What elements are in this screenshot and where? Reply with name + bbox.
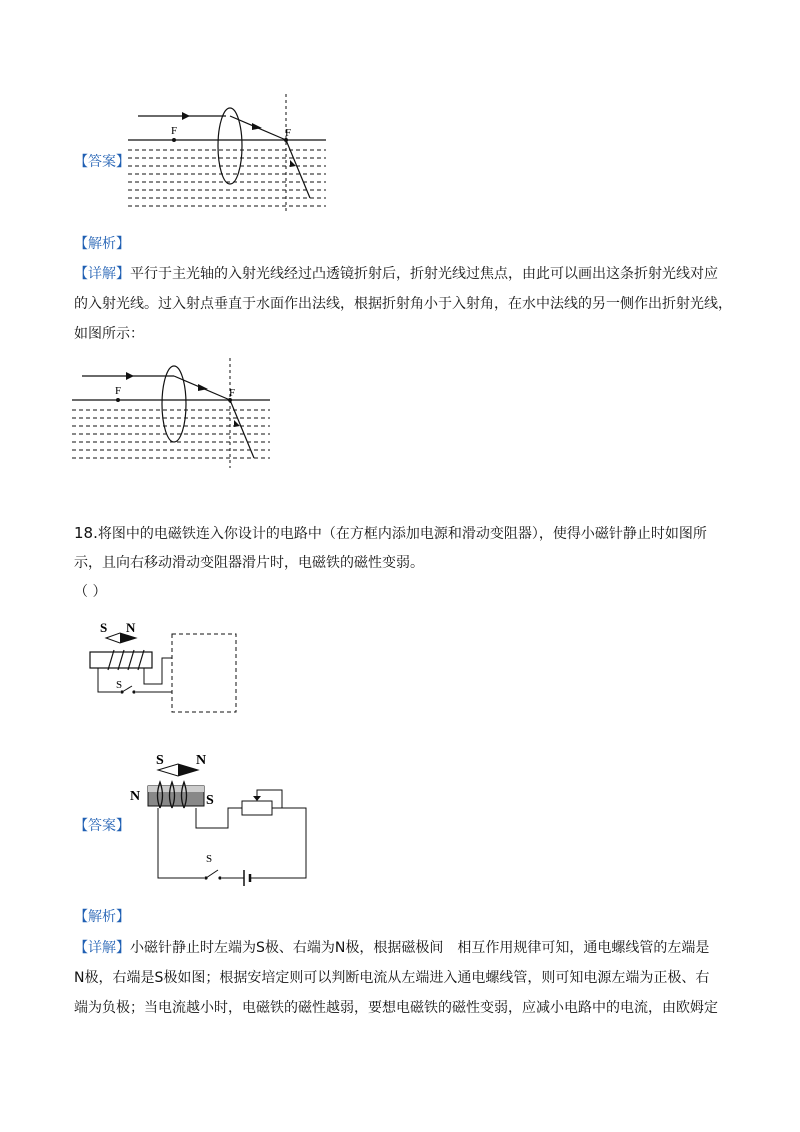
needle-n-label: N	[126, 620, 136, 635]
refraction-explanation-figure	[70, 358, 270, 470]
answer-tag: 【答案】	[74, 818, 130, 834]
detail-line-2: 的入射光线。过入射点垂直于水面作出法线，根据折射角小于入射角，在水中法线的另一侧作出折射光线，	[74, 296, 732, 312]
detail-line-2: N极，右端是S极如图；根据安培定则可以判断电流从左端进入通电螺线管，则可知电源左端为正极、右	[74, 970, 710, 986]
needle-s-label: S	[156, 753, 164, 768]
detail-tag: 【详解】	[74, 940, 130, 956]
focus-label-right: F	[229, 387, 236, 399]
needle-s-label: S	[100, 620, 108, 635]
refraction-answer-figure	[126, 94, 326, 214]
focus-label-left: F	[171, 125, 178, 137]
focus-label-left: F	[115, 385, 122, 397]
analysis-tag: 【解析】	[74, 236, 130, 252]
electromagnet-question-figure	[84, 618, 244, 718]
coil-s-label: S	[206, 793, 214, 808]
q18-stem-line-2: 示，且向右移动滑动变阻器滑片时，电磁铁的磁性变弱。	[74, 555, 424, 571]
switch-label: S	[206, 853, 213, 865]
q18-stem-line-1: 18.将图中的电磁铁连入你设计的电路中（在方框内添加电源和滑动变阻器），使得小磁针静止时如图所	[74, 524, 707, 542]
electromagnet-answer-figure	[126, 744, 316, 888]
detail-line-3: 如图所示：	[74, 326, 144, 342]
answer-tag: 【答案】	[74, 154, 130, 170]
detail-line-1: 【详解】平行于主光轴的入射光线经过凸透镜折射后，折射光线过焦点，由此可以画出这条折射光线对应	[74, 266, 718, 282]
switch-label: S	[116, 679, 123, 691]
focus-label-right: F	[285, 127, 292, 139]
detail-tag: 【详解】	[74, 266, 130, 282]
analysis-tag: 【解析】	[74, 909, 130, 925]
detail-line-1: 【详解】小磁针静止时左端为S极、右端为N极，根据磁极间 相互作用规律可知，通电螺线管的左端是	[74, 940, 710, 956]
coil-n-label: N	[130, 789, 141, 804]
detail-line-3: 端为负极；当电流越小时，电磁铁的磁性越弱，要想电磁铁的磁性变弱，应减小电路中的电流，由欧姆定	[74, 1000, 718, 1016]
question-number: 18.	[74, 524, 98, 542]
needle-n-label: N	[196, 753, 207, 768]
answer-blank: （ ）	[74, 584, 107, 600]
